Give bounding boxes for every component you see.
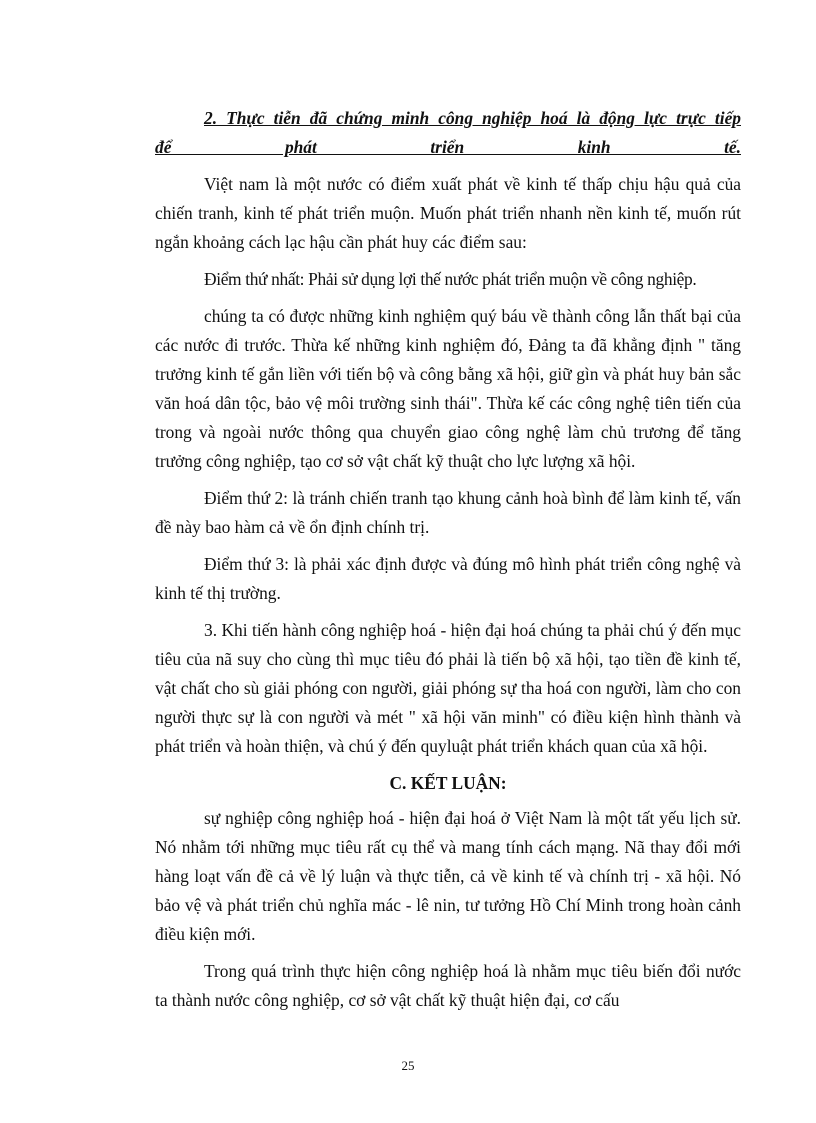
paragraph-conclusion-2: Trong quá trình thực hiện công nghiệp hoá là nhằm mục tiêu biến đổi nước ta thành nước công nghiệp, cơ sở vật chất kỹ thuật hiện đại, cơ cấu (155, 961, 741, 1010)
paragraph-intro: Việt nam là một nước có điểm xuất phát về kinh tế thấp chịu hậu quả của chiến tranh, kinh tế phát triển muộn. Muốn phát triển nhanh nền kinh tế, muốn rút ngắn khoảng cách lạc hậu cần phát huy các điểm sau: (155, 174, 741, 252)
document-page (155, 104, 741, 1023)
paragraph-point-2: Điểm thứ 2: là tránh chiến tranh tạo khung cảnh hoà bình để làm kinh tế, vấn đề này bao hàm cả về ổn định chính trị. (155, 488, 741, 537)
section-heading-line-1: 2. Thực tiễn đã chứng minh công nghiệp hoá là động lực trực tiếp (204, 108, 741, 128)
conclusion-title: C. KẾT LUẬN: (389, 773, 507, 793)
paragraph-experience: chúng ta có được những kinh nghiệm quý báu về thành công lẫn thất bại của các nước đi trước. Thừa kế những kinh nghiệm đó, Đảng ta đã khẳng định " tăng trưởng kinh tế gắn liền với tiến bộ và công bằng xã hội, giữ gìn và phát huy bản sắc văn hoá dân tộc, bảo vệ môi trường sinh thái". Thừa kế các công nghệ tiên tiến của trong và ngoài nước thông qua chuyển giao công nghệ làm chủ trương để tăng trưởng công nghiệp, tạo cơ sở vật chất kỹ thuật cho lực lượng xã hội. (155, 306, 741, 471)
section-heading-line-2: để phát triển kinh tế. (155, 137, 741, 157)
paragraph-goals: 3. Khi tiến hành công nghiệp hoá - hiện đại hoá chúng ta phải chú ý đến mục tiêu của nã suy cho cùng thì mục tiêu đó phải là tiến bộ xã hội, tạo tiền đề kinh tế, vật chất cho sù giải phóng con người, giải phóng sự tha hoá con người, làm cho con người thực sự là con người và mét " xã hội văn minh" có điều kiện hình thành và phát triển và hoàn thiện, và chú ý đến quyluật phát triển khách quan của xã hội. (155, 620, 741, 756)
paragraph-point-1: Điểm thứ nhất: Phải sử dụng lợi thế nước phát triển muộn về công nghiệp. (204, 269, 697, 289)
paragraph-point-3: Điểm thứ 3: là phải xác định được và đúng mô hình phát triển công nghệ và kinh tế thị trường. (155, 554, 741, 603)
page-number: 25 (401, 1058, 415, 1073)
paragraph-conclusion-1: sự nghiệp công nghiệp hoá - hiện đại hoá ở Việt Nam là một tất yếu lịch sử. Nó nhằm tới những mục tiêu rất cụ thể và mang tính cách mạng. Nã thay đổi mới hàng loạt vấn đề cả về lý luận và thực tiễn, cả về kinh tế và chính trị - xã hội. Nó bảo vệ và phát triển chủ nghĩa mác - lê nin, tư tưởng Hồ Chí Minh trong hoàn cảnh điều kiện mới. (155, 808, 741, 944)
